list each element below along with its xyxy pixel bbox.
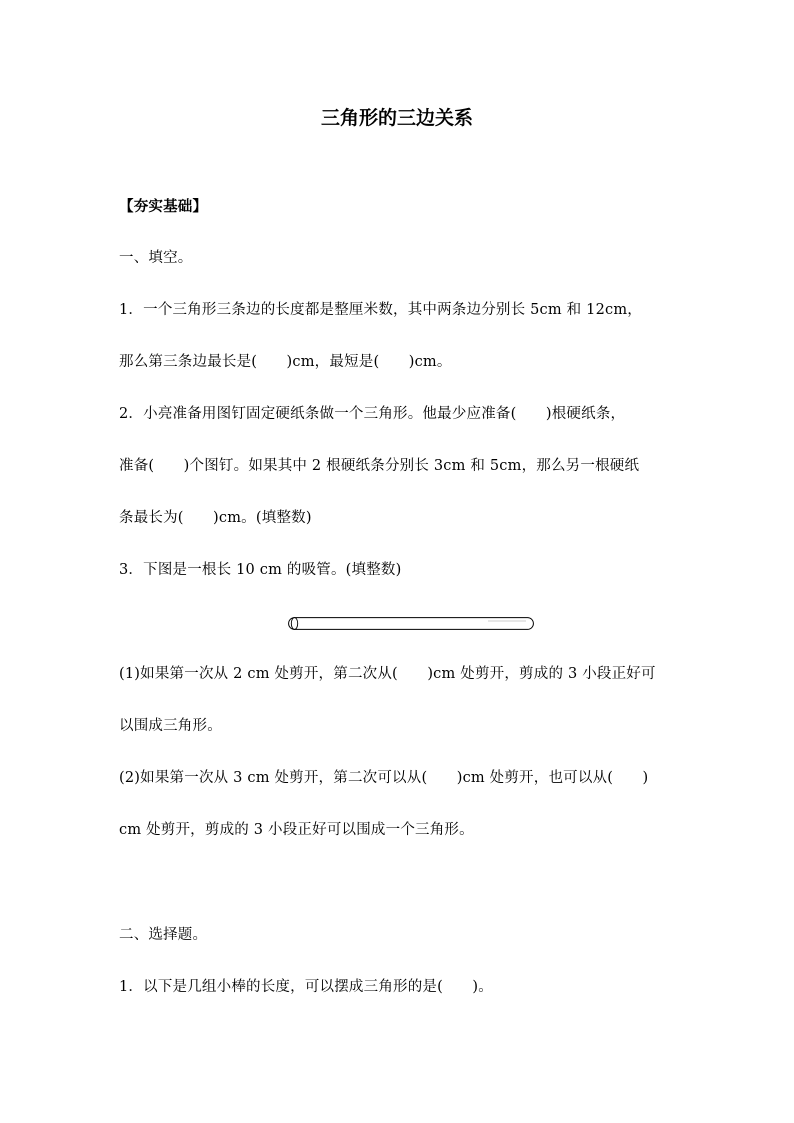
question-3-line-1: 3．下图是一根长 10 cm 的吸管。(填整数) <box>119 562 402 578</box>
question-3-sub-1-line-2: 以围成三角形。 <box>119 718 222 734</box>
straw-figure <box>288 617 534 630</box>
question-2-line-2: 准备( )个图钉。如果其中 2 根硬纸条分别长 3cm 和 5cm，那么另一根硬纸 <box>119 458 640 474</box>
part1-heading: 一、填空。 <box>119 250 193 266</box>
question-3-sub-1-line-1: (1)如果第一次从 2 cm 处剪开，第二次从( )cm 处剪开，剪成的 3 小段正好可 <box>119 666 656 682</box>
question-3-sub-2-line-1: (2)如果第一次从 3 cm 处剪开，第二次可以从( )cm 处剪开，也可以从( ) <box>119 770 649 786</box>
question-2-line-1: 2．小亮准备用图钉固定硬纸条做一个三角形。他最少应准备( )根硬纸条， <box>119 406 626 422</box>
question-2-line-3: 条最长为( )cm。(填整数) <box>119 510 312 526</box>
part2-heading: 二、选择题。 <box>119 927 208 943</box>
part2-question-1-line-1: 1．以下是几组小棒的长度，可以摆成三角形的是( )。 <box>119 979 493 995</box>
question-3-sub-2-line-2: cm 处剪开，剪成的 3 小段正好可以围成一个三角形。 <box>119 822 474 838</box>
page-title: 三角形的三边关系 <box>320 107 473 129</box>
question-1-line-2: 那么第三条边最长是( )cm，最短是( )cm。 <box>119 354 452 370</box>
question-1-line-1: 1．一个三角形三条边的长度都是整厘米数，其中两条边分别长 5cm 和 12cm， <box>119 302 642 318</box>
section-label: 【夯实基础】 <box>119 198 208 215</box>
